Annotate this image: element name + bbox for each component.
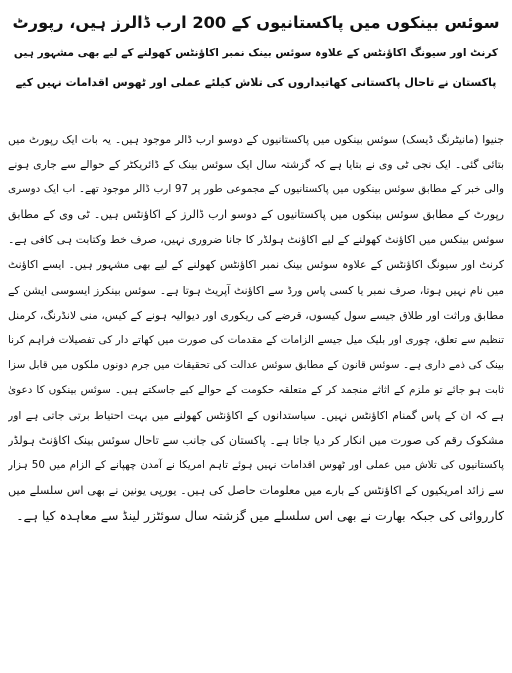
headline-main: [10, 8, 502, 38]
body-line-11: ثابت ہو جائے تو ملزم کے اثاثے منجمد کر کے متعلقہ حکومت کے حوالے کیے جاسکتے ہیں۔ سوئس بینکوں کا دعویٰ: [8, 383, 504, 396]
body-line-12: ہے کہ ان کے پاس گمنام اکاؤنٹس نہیں۔ سیاستدانوں کے اکاؤنٹس کھولنے میں بہت احتیاط برتی جاتی ہے اور: [8, 409, 504, 423]
body-line-10: بینک کی ذمے داری ہے۔ سوئس قانون کے مطابق سوئس عدالت کی تحقیقات میں جرم دونوں ملکوں میں قابل سزا: [8, 358, 504, 371]
article-body: [8, 127, 504, 529]
body-line-6: کرنٹ اور سیونگ اکاؤنٹس کے علاوہ سوئس بینک نمبر اکاؤنٹس کھولنے کے لیے بھی مشہور ہیں۔ ایسے اکاؤنٹ: [8, 258, 504, 272]
body-line-13: مشکوک رقم کی صورت میں انکار کر دیا جاتا ہے۔ پاکستان کی جانب سے تاحال سوئس بینک اکاؤنٹ ہولڈر: [8, 434, 504, 448]
headline-main-text: سوئس بینکوں میں پاکستانیوں کے 200 ارب ڈالرز ہیں، رپورٹ: [12, 13, 500, 32]
body-line-1: جنیوا (مانیٹرنگ ڈیسک) سوئس بینکوں میں پاکستانیوں کے دوسو ارب ڈالر موجود ہیں۔ یہ بات ایک رپورٹ میں: [8, 133, 504, 146]
body-line-5: سوئس بینکس میں اکاؤنٹ کھولنے کے لیے اکاؤنٹ ہولڈر کا جانا ضروری نہیں، صرف خط وکتابت ہی کافی ہے۔: [8, 233, 504, 247]
body-line-2: بتائی گئی۔ ایک نجی ٹی وی نے بتایا ہے کہ گزشتہ سال ایک سوئس بینک کے ڈائریکٹر کے حوالے سے جاری ہونے: [8, 158, 504, 172]
body-line-16: کارروائی کی جبکہ بھارت نے بھی اس سلسلے میں گزشتہ سال سوئٹزر لینڈ سے معاہدہ کیا ہے۔: [16, 508, 504, 524]
body-line-4: رپورٹ کے مطابق سوئس بینکوں میں پاکستانیوں کے دوسو ارب ڈالرز کے اکاؤنٹس ہیں۔ ٹی وی کے مطابق: [8, 208, 504, 222]
body-line-3: والی خبر کے مطابق سوئس بینکوں میں پاکستانیوں کے مجموعی طور پر 97 ارب ڈالر موجود تھے۔ اب ایک دوسری: [8, 183, 504, 196]
headline-sub-2: [10, 68, 502, 98]
body-line-15: سے زائد امریکیوں کے اکاؤنٹس کے بارے میں معلومات حاصل کی ہیں۔ یورپی یونین نے بھی اس سلسلے میں: [8, 484, 504, 498]
body-line-9: تنظیم سے تعلق، چوری اور بلیک میل جیسے الزامات کے مقدمات کی صورت میں کھاتے دار کی تفصیلات فراہم کرنا: [8, 333, 504, 346]
headlines: [10, 8, 502, 98]
headline-sub-2-text: پاکستان نے تاحال پاکستانی کھاتیداروں کی تلاش کیلئے عملی اور ٹھوس اقدامات نہیں کیے: [15, 76, 497, 89]
body-line-8: مطابق وراثت اور طلاق جیسے سول کیسوں، قرضے کی ریکوری اور دیوالیہ ہونے کے کیس، منی لانڈرنگ، کرمنل: [8, 308, 504, 322]
body-line-14: پاکستانیوں کی تلاش میں عملی اور ٹھوس اقدامات نہیں ہوئے تاہم امریکا نے آمدن چھپانے کے الزام میں 50 ہزار: [8, 459, 504, 472]
body-line-7: میں نام نہیں ہوتا، صرف نمبر یا کسی پاس ورڈ سے اکاؤنٹ آپریٹ ہوتا ہے۔ سوئس بینکرز ایسوسی ایشن کے: [8, 283, 504, 297]
headline-sub-1: کرنٹ اور سیونگ اکاؤنٹس کے علاوہ سوئس بینک نمبر اکاؤنٹس کھولنے کے لیے بھی مشہور ہیں: [13, 47, 499, 59]
